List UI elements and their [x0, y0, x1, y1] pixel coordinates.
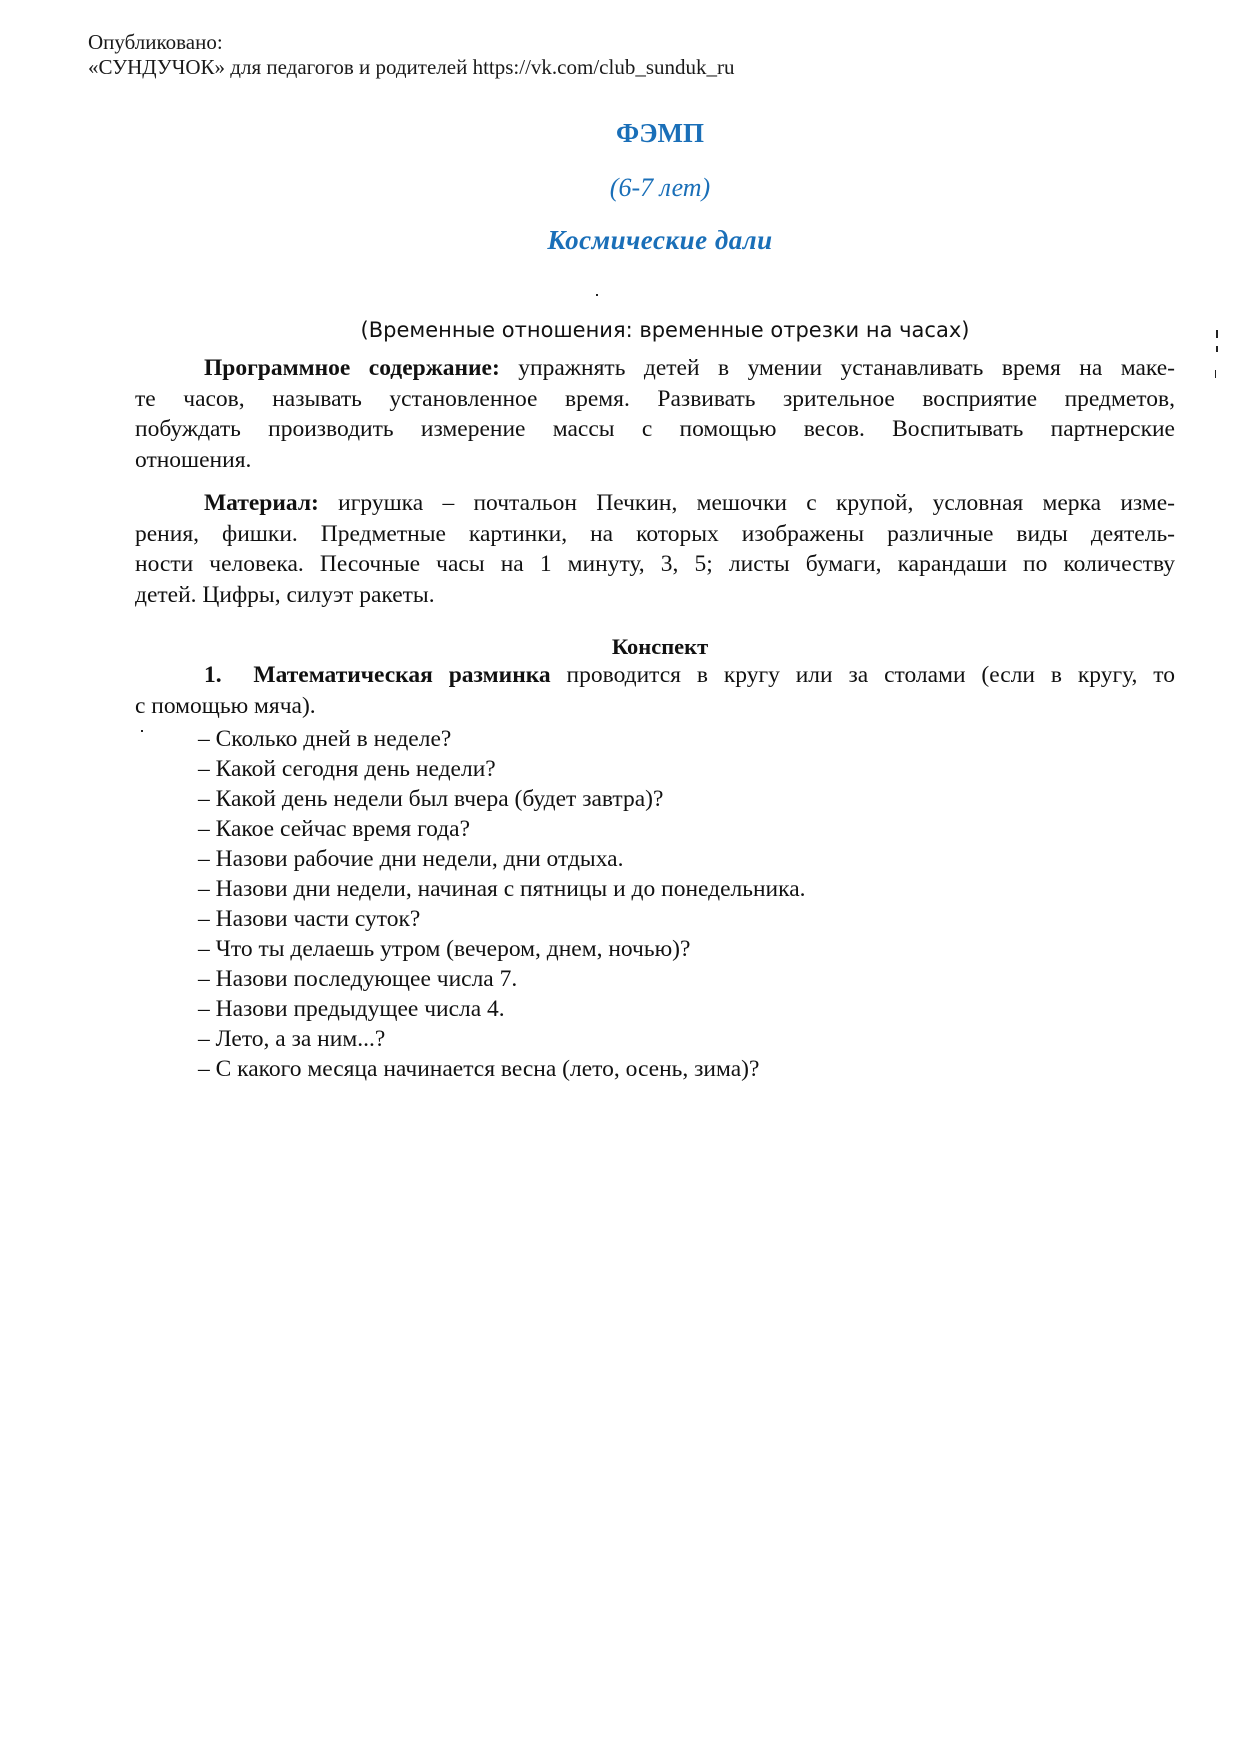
- lesson-topic: Космические дали: [547, 225, 773, 255]
- scan-margin-mark: [1216, 330, 1218, 338]
- scan-speck: [141, 730, 143, 732]
- document-subject-title: ФЭМП: [616, 118, 704, 148]
- published-label: Опубликовано:: [88, 30, 223, 54]
- lesson-subtitle: (Временные отношения: временные отрезки на часах): [360, 318, 970, 342]
- section-1-label: Математическая разминка: [253, 662, 551, 688]
- publisher-line: «СУНДУЧОК» для педагогов и родителей https://vk.com/club_sunduk_ru: [88, 55, 735, 79]
- age-range: (6-7 лет): [609, 173, 711, 202]
- material-paragraph: Материал: игрушка – почтальон Печкин, мешочки с крупой, условная мерка изме- рения, фишки. Предметные картинки, на которых изображены различные виды деятель- ности человека. Песочные часы на 1 минуту, 3, 5; листы бумаги, карандаши по количеству детей. Цифры, силуэт ракеты.: [135, 490, 1175, 608]
- material-label: Материал:: [204, 490, 319, 516]
- question-item: – Сколько дней в неделе?: [198, 726, 452, 752]
- scan-speck: [596, 294, 598, 296]
- section-number: 1.: [204, 662, 222, 688]
- summary-heading: Конспект: [611, 634, 709, 659]
- question-item: – Назови дни недели, начиная с пятницы и до понедельника.: [198, 876, 806, 902]
- question-item: – Какой день недели был вчера (будет завтра)?: [198, 786, 664, 812]
- question-item: – Что ты делаешь утром (вечером, днем, ночью)?: [198, 936, 691, 962]
- question-item: – Лето, а за ним...?: [198, 1026, 386, 1052]
- question-item: – Назови части суток?: [198, 906, 421, 932]
- question-item: – Назови предыдущее числа 4.: [198, 996, 505, 1022]
- question-item: – Назови рабочие дни недели, дни отдыха.: [198, 846, 624, 872]
- question-item: – Назови последующее числа 7.: [198, 966, 518, 992]
- section-1-paragraph: 1. Математическая разминка проводится в кругу или за столами (если в кругу, то с помощью мяча).: [135, 662, 1175, 719]
- program-content-paragraph: Программное содержание: упражнять детей в умении устанавливать время на маке- те часов, называть установленное время. Развивать зрительное восприятие предметов, побуждать производить измерение массы с помощью весов. Воспитывать партнерские отношения.: [135, 355, 1176, 473]
- question-item: – Какой сегодня день недели?: [198, 756, 496, 782]
- question-item: – Какое сейчас время года?: [198, 816, 471, 842]
- program-content-label: Программное содержание:: [204, 355, 500, 381]
- scan-margin-mark: [1215, 370, 1216, 378]
- scan-margin-mark: [1216, 346, 1218, 352]
- warmup-question-list: [198, 724, 806, 1084]
- question-item: – С какого месяца начинается весна (лето, осень, зима)?: [198, 1056, 760, 1082]
